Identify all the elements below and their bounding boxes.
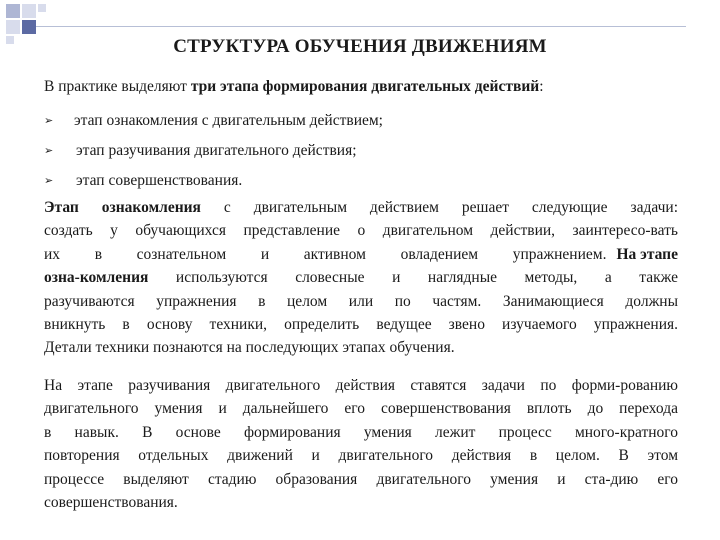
paragraph-line: процессе выделяют стадию образования двигательного умения и ста-дию его bbox=[44, 470, 678, 488]
deco-square bbox=[6, 4, 20, 18]
paragraph-line: создать у обучающихся представление о двигательном действии, заинтересо-вать bbox=[44, 222, 678, 240]
intro-bold-text: три этапа формирования двигательных действий bbox=[190, 78, 540, 95]
deco-square bbox=[22, 20, 36, 34]
intro-text: В практике выделяют bbox=[44, 78, 191, 95]
arrowhead-bullet-icon: ➢ bbox=[44, 174, 54, 187]
paragraph-line: На этапе разучивания двигательного действия ставятся задачи по форми-рованию bbox=[44, 377, 678, 394]
bold-phrase: На этапе bbox=[616, 245, 678, 263]
list-item-text: этап разучивания двигательного действия; bbox=[76, 142, 357, 159]
intro-colon: : bbox=[539, 78, 544, 95]
paragraph-line: в навык. В основе формирования умения лежит процесс много-кратного bbox=[44, 423, 678, 441]
paragraph-line: разучиваются упражнения в целом или по частям. Занимающиеся должны bbox=[44, 292, 678, 310]
paragraph-line: Детали техники познаются на последующих этапах обучения. bbox=[44, 339, 455, 357]
bold-phrase: Этап ознакомления bbox=[44, 199, 201, 216]
paragraph-line bbox=[44, 196, 678, 219]
bold-phrase: озна-комления bbox=[44, 269, 149, 287]
paragraph-line: повторения отдельных движений и двигательного действия в целом. В этом bbox=[44, 447, 678, 465]
list-item-text: этап ознакомления с двигательным действием; bbox=[74, 112, 383, 129]
paragraph-familiarization bbox=[44, 196, 678, 360]
intro-line bbox=[44, 76, 684, 98]
line-text: их в сознательном и активном овладением упражнением. bbox=[44, 245, 607, 263]
deco-square bbox=[38, 4, 46, 12]
line-text: используются словесные и наглядные методы, а также bbox=[148, 269, 678, 287]
paragraph-line: двигательного умения и дальнейшего его совершенствования вплоть до перехода bbox=[44, 400, 678, 418]
header-rule bbox=[36, 26, 686, 27]
paragraph-line: вникнуть в основу техники, определить ведущее звено изучаемого упражнения. bbox=[44, 315, 678, 333]
line-text: с двигательным действием решает следующие задачи: bbox=[200, 199, 679, 216]
list-item-text: этап совершенствования. bbox=[76, 172, 243, 189]
deco-square bbox=[22, 4, 36, 18]
slide-title: СТРУКТУРА ОБУЧЕНИЯ ДВИЖЕНИЯМ bbox=[173, 36, 547, 57]
deco-square bbox=[6, 20, 20, 34]
arrowhead-bullet-icon: ➢ bbox=[44, 144, 54, 157]
arrowhead-bullet-icon: ➢ bbox=[44, 114, 54, 127]
paragraph-line: совершенствования. bbox=[44, 493, 178, 511]
paragraph-line bbox=[44, 266, 678, 289]
paragraph-learning bbox=[44, 374, 678, 514]
paragraph-line bbox=[44, 243, 678, 266]
